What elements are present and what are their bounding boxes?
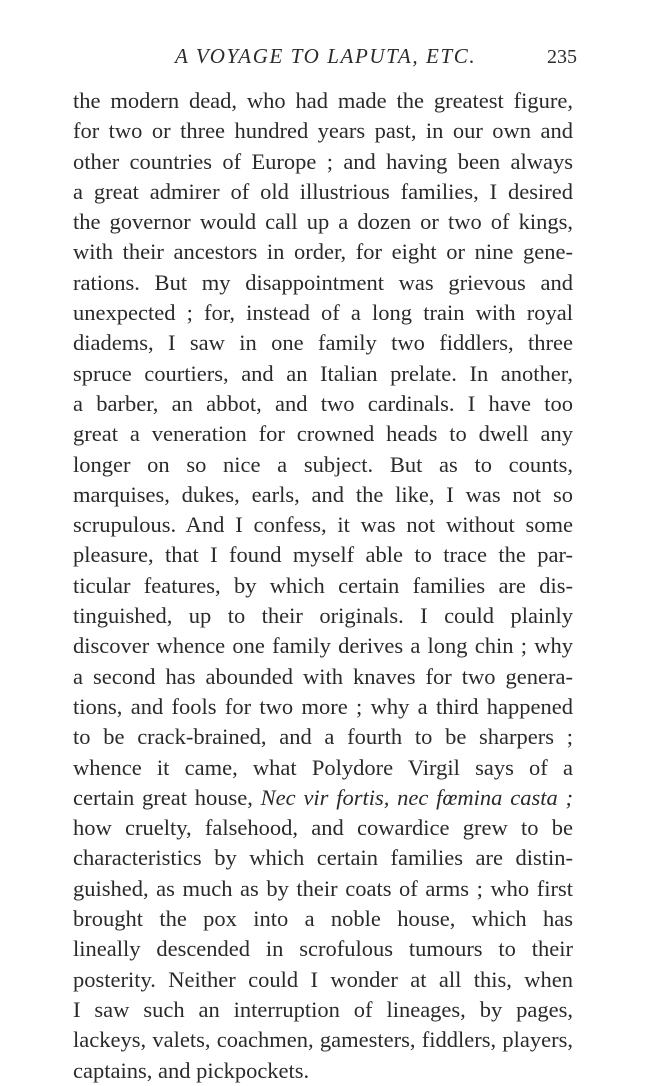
text-line: ticular features, by which certain families are dis- [73,572,573,598]
text-line: discover whence one family derives a long chin ; why [73,633,573,659]
text-line: characteristics by which certain families are distin- [73,845,573,871]
text-line: great a veneration for crowned heads to dwell any [73,421,573,447]
text-line: whence it came, what Polydore Virgil says of a [73,754,573,780]
running-head: A VOYAGE TO LAPUTA, ETC. [175,44,477,68]
latin-line-prefix: certain great house, [73,784,253,810]
text-line: tinguished, up to their originals. I could plainly [73,603,573,629]
text-line: a great admirer of old illustrious families, I desired [73,178,573,204]
text-line: spruce courtiers, and an Italian prelate. In another, [73,360,573,386]
page-header [0,44,667,74]
text-line-latin [73,783,573,813]
text-line: lackeys, valets, coachmen, gamesters, fiddlers, players, [73,1027,573,1053]
text-line: marquises, dukes, earls, and the like, I was not so [73,481,573,507]
text-line: a second has abounded with knaves for two genera- [73,663,573,689]
text-line: guished, as much as by their coats of arms ; who first [73,875,573,901]
text-line: the governor would call up a dozen or two of kings, [73,209,573,235]
text-line: to be crack-brained, and a fourth to be sharpers ; [73,724,573,750]
latin-quote: Nec vir fortis, nec fœmina casta ; [260,784,573,810]
page-number: 235 [547,46,577,68]
text-line: with their ancestors in order, for eight or nine gene- [73,239,573,265]
text-line: other countries of Europe ; and having been always [73,148,573,174]
text-line: posterity. Neither could I wonder at all this, when [73,966,573,992]
body-text [73,86,573,1086]
text-line-last: captains, and pickpockets. [73,1057,310,1083]
text-line: how cruelty, falsehood, and cowardice grew to be [73,815,573,841]
text-line: longer on so nice a subject. But as to counts, [73,451,573,477]
text-line: a barber, an abbot, and two cardinals. I have too [73,390,573,416]
text-line: tions, and fools for two more ; why a third happened [73,693,573,719]
text-line: for two or three hundred years past, in our own and [73,118,573,144]
text-line: lineally descended in scrofulous tumours to their [73,936,573,962]
text-line: I saw such an interruption of lineages, by pages, [73,996,573,1022]
text-line: pleasure, that I found myself able to trace the par- [73,542,573,568]
text-line: scrupulous. And I confess, it was not without some [73,512,573,538]
text-line: the modern dead, who had made the greatest figure, [73,88,573,113]
text-line: brought the pox into a noble house, which has [73,906,573,932]
text-line: unexpected ; for, instead of a long train with royal [73,300,573,326]
text-line: rations. But my disappointment was grievous and [73,269,573,295]
text-line: diadems, I saw in one family two fiddlers, three [73,330,573,356]
